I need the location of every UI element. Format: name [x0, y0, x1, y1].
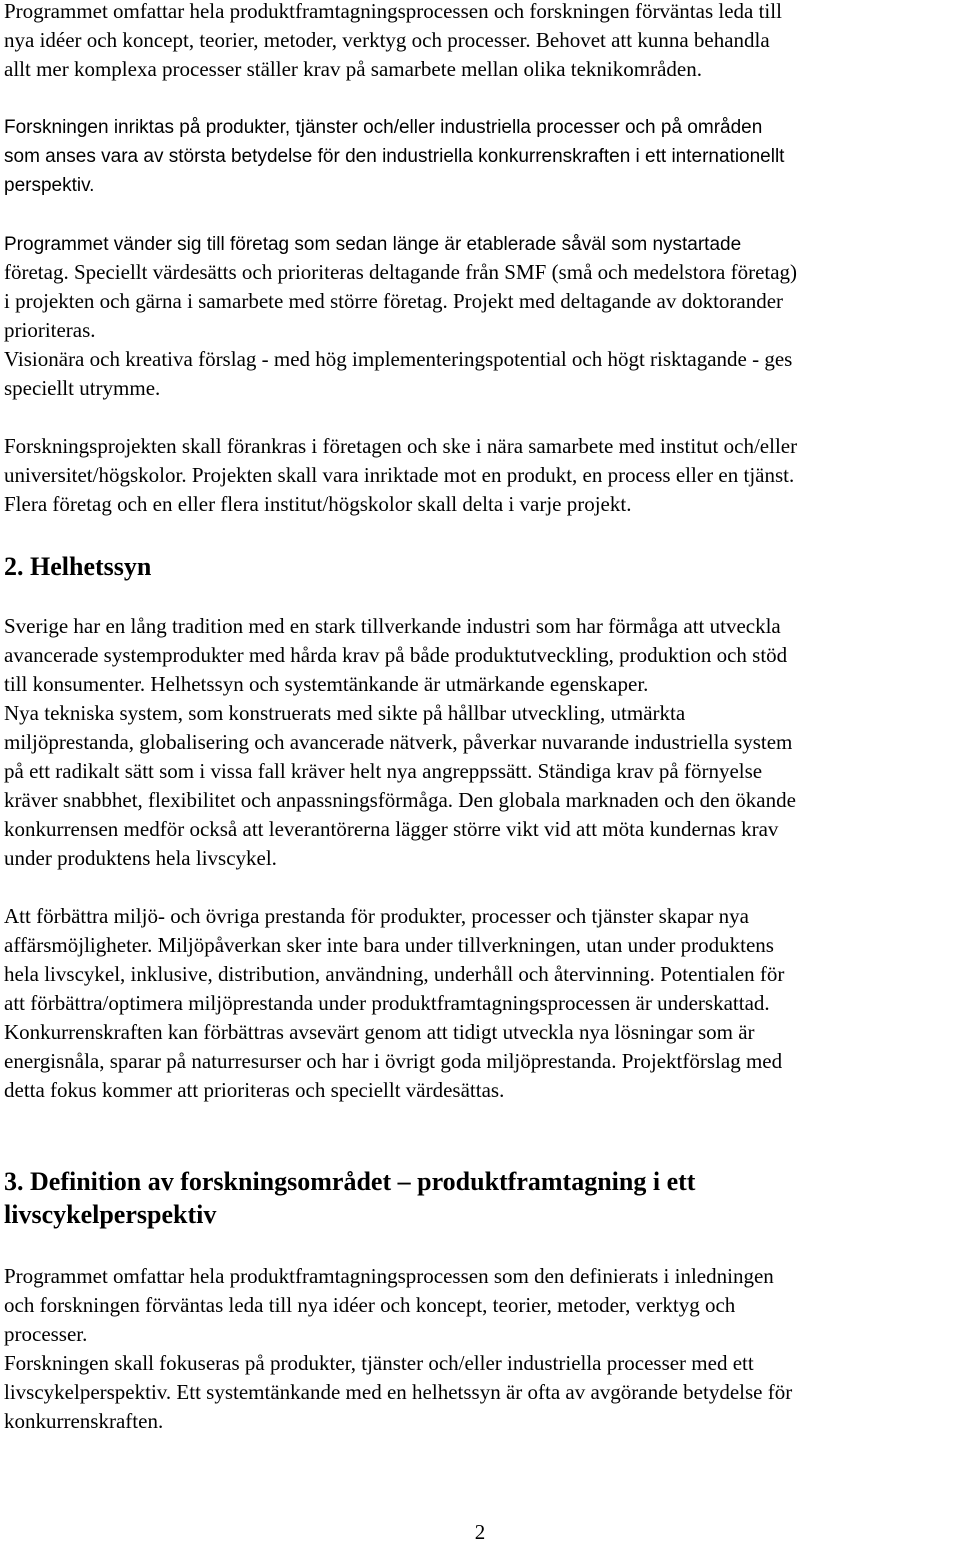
text-line: speciellt utrymme.	[4, 376, 161, 400]
text-line: företag. Speciellt värdesätts och prioriteras deltagande från SMF (små och medelstora företag)	[4, 260, 798, 284]
paragraph-swedish-industry	[4, 612, 956, 873]
paragraph-project-requirements	[4, 432, 956, 519]
text-line: processer.	[4, 1322, 88, 1346]
text-line: Forskningen skall fokuseras på produkter, tjänster och/eller industriella processer med ett	[4, 1351, 754, 1375]
text-line: livscykelperspektiv	[4, 1200, 217, 1229]
text-line: prioriteras.	[4, 318, 96, 342]
text-line: miljöprestanda, globalisering och avancerade nätverk, påverkar nuvarande industriella system	[4, 730, 793, 754]
paragraph-smf-priority	[4, 258, 956, 403]
text-line: nya idéer och koncept, teorier, metoder, verktyg och processer. Behovet att kunna behandla	[4, 28, 770, 52]
text-line: Forskningen inriktas på produkter, tjänster och/eller industriella processer och på områden	[4, 117, 763, 138]
text-line: under produktens hela livscykel.	[4, 846, 277, 870]
paragraph-environment	[4, 902, 956, 1105]
paragraph-definition	[4, 1262, 956, 1436]
text-line: Forskningsprojekten skall förankras i företagen och ske i nära samarbete med institut och/eller	[4, 434, 798, 458]
text-line: perspektiv.	[4, 175, 95, 196]
text-line: 3. Definition av forskningsområdet – produktframtagning i ett	[4, 1167, 696, 1196]
text-line: Programmet omfattar hela produktframtagningsprocessen som den definierats i inledningen	[4, 1264, 774, 1288]
text-line: energisnåla, sparar på naturresurser och har i övrigt goda miljöprestanda. Projektförslag med	[4, 1049, 783, 1073]
text-line: i projekten och gärna i samarbete med större företag. Projekt med deltagande av doktorander	[4, 289, 784, 313]
text-line: Programmet omfattar hela produktframtagningsprocessen och forskningen förväntas leda till	[4, 0, 782, 23]
text-line: Nya tekniska system, som konstruerats med sikte på hållbar utveckling, utmärkta	[4, 701, 686, 725]
text-line: Programmet vänder sig till företag som sedan länge är etablerade såväl som nystartade	[4, 234, 742, 255]
text-line: kräver snabbhet, flexibilitet och anpassningsförmåga. Den globala marknaden och den ökande	[4, 788, 796, 812]
text-line: detta fokus kommer att prioriteras och speciellt värdesättas.	[4, 1078, 505, 1102]
paragraph-research-focus	[4, 113, 956, 200]
text-line: Visionära och kreativa förslag - med hög implementeringspotential och högt risktagande - ges	[4, 347, 793, 371]
text-line: Konkurrenskraften kan förbättras avsevärt genom att tidigt utveckla nya lösningar som är	[4, 1020, 755, 1044]
text-line: hela livscykel, inklusive, distribution, användning, underhåll och återvinning. Potentialen för	[4, 962, 785, 986]
text-line: konkurrenskraften.	[4, 1409, 164, 1433]
text-line: och forskningen förväntas leda till nya idéer och koncept, teorier, metoder, verktyg och	[4, 1293, 736, 1317]
text-line: till konsumenter. Helhetssyn och systemtänkande är utmärkande egenskaper.	[4, 672, 649, 696]
text-line: Sverige har en lång tradition med en stark tillverkande industri som har förmåga att utveckla	[4, 614, 781, 638]
text-line: affärsmöjligheter. Miljöpåverkan sker inte bara under tillverkningen, utan under produktens	[4, 933, 774, 957]
text-line: på ett radikalt sätt som i vissa fall kräver helt nya angreppssätt. Ständiga krav på förnyelse	[4, 759, 763, 783]
text-line: att förbättra/optimera miljöprestanda under produktframtagningsprocessen är underskattad.	[4, 991, 770, 1015]
text-line: 2. Helhetssyn	[4, 552, 152, 581]
text-line: avancerade systemprodukter med hårda krav på både produktutveckling, produktion och stöd	[4, 643, 788, 667]
paragraph-target-companies	[4, 230, 956, 259]
text-line: universitet/högskolor. Projekten skall vara inriktade mot en produkt, en process eller en tjänst.	[4, 463, 795, 487]
page-number: 2	[474, 1520, 486, 1544]
text-line: Att förbättra miljö- och övriga prestanda för produkter, processer och tjänster skapar nya	[4, 904, 749, 928]
text-line: livscykelperspektiv. Ett systemtänkande med en helhetssyn är ofta av avgörande betydelse för	[4, 1380, 793, 1404]
heading-definition	[4, 1165, 956, 1231]
text-line: Flera företag och en eller flera institut/högskolor skall delta i varje projekt.	[4, 492, 632, 516]
heading-helhetssyn	[4, 550, 956, 583]
text-line: allt mer komplexa processer ställer krav på samarbete mellan olika teknikområden.	[4, 57, 702, 81]
text-line: som anses vara av största betydelse för den industriella konkurrenskraften i ett internationellt	[4, 146, 785, 167]
text-line: konkurrensen medför också att leverantörerna lägger större vikt vid att möta kundernas krav	[4, 817, 779, 841]
paragraph-intro	[4, 0, 956, 84]
